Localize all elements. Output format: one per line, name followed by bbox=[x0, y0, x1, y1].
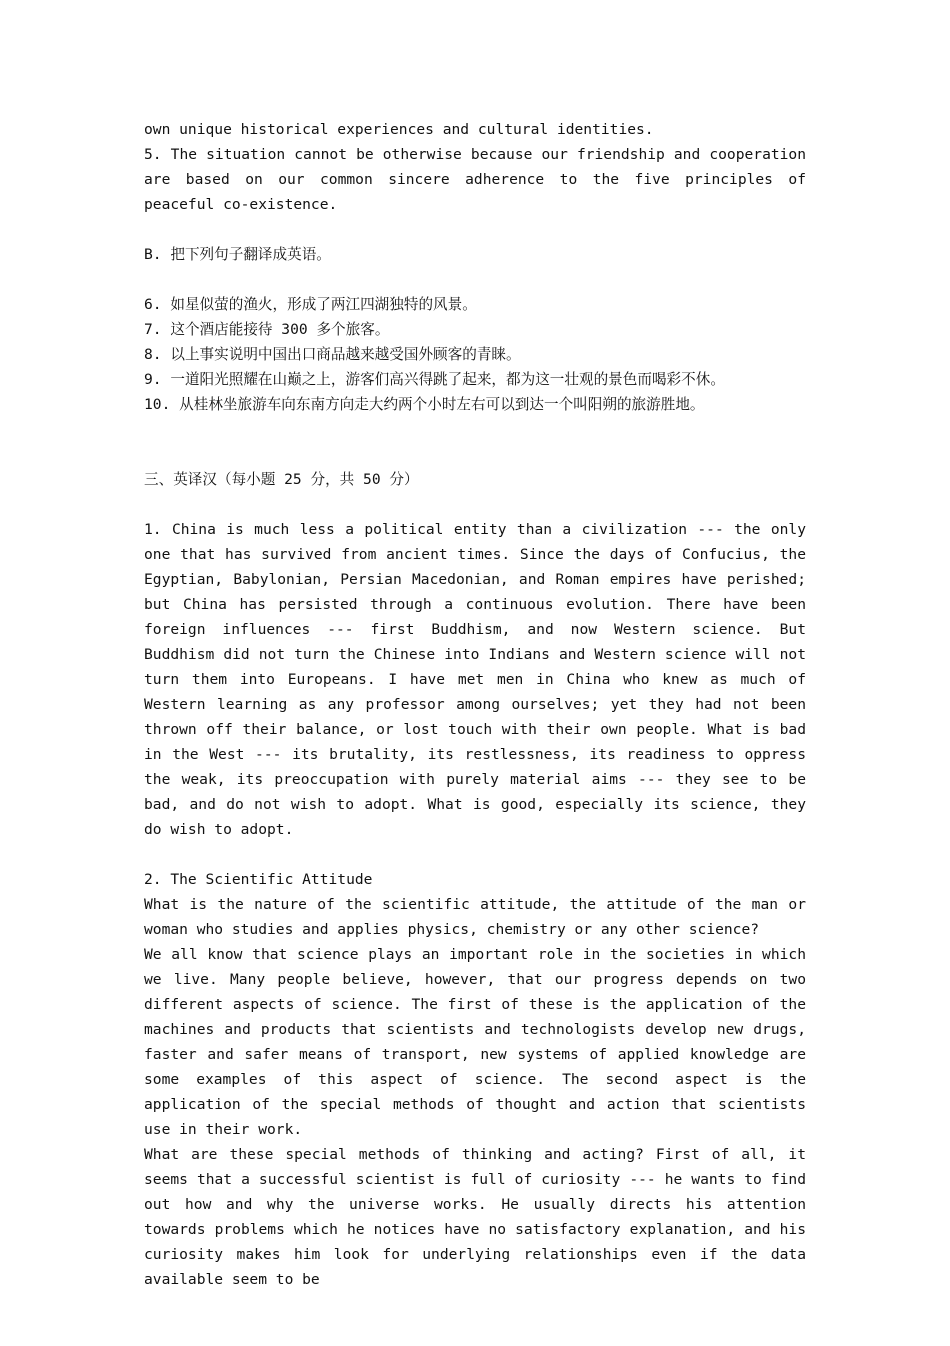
sentence-item-5: 5. The situation cannot be otherwise because our friendship and cooperation are based on our common sincere adherence to the five principles of peaceful co-existence. bbox=[144, 146, 806, 213]
passage-2-paragraph-2: We all know that science plays an important role in the societies in which we live. Many people believe, however, that our progress depends on two different aspects of science. The first of these is the application of the machines and products that scientists and technologists develop new drugs, faster and safer means of transport, new systems of applied knowledge are some examples of this aspect of science. The second aspect is the application of the special methods of thought and action that scientists use in their work. bbox=[144, 946, 806, 1138]
section-three-heading: 三、英译汉（每小题 25 分，共 50 分） bbox=[144, 471, 419, 488]
section-b-heading: B. 把下列句子翻译成英语。 bbox=[144, 246, 331, 263]
passage-2-title: 2. The Scientific Attitude bbox=[144, 871, 373, 888]
spacer bbox=[144, 492, 806, 517]
spacer bbox=[144, 267, 806, 292]
continued-line: own unique historical experiences and cultural identities. bbox=[144, 121, 654, 138]
spacer bbox=[144, 417, 806, 467]
sentence-item-6: 6. 如星似萤的渔火，形成了两江四湖独特的风景。 bbox=[144, 296, 477, 313]
document-page bbox=[144, 117, 806, 1292]
passage-1: 1. China is much less a political entity than a civilization --- the only one that has survived from ancient times. Since the days of Confucius, the Egyptian, Babylonian, Persian Macedonian, and Roman empires have perished; but China has persisted through a continuous evolution. There have been foreign influences --- first Buddhism, and now Western science. But Buddhism did not turn the Chinese into Indians and Western science will not turn them into Europeans. I have met men in China who knew as much of Western learning as any professor among ourselves; yet they had not been thrown off their balance, or lost touch with their own people. What is bad in the West --- its brutality, its restlessness, its readiness to oppress the weak, its preoccupation with purely material aims --- they see to be bad, and do not wish to adopt. What is good, especially its science, they do wish to adopt. bbox=[144, 521, 806, 838]
spacer bbox=[144, 842, 806, 867]
sentence-item-9: 9. 一道阳光照耀在山巅之上，游客们高兴得跳了起来，都为这一壮观的景色而喝彩不休。 bbox=[144, 371, 725, 388]
sentence-item-8: 8. 以上事实说明中国出口商品越来越受国外顾客的青睐。 bbox=[144, 346, 521, 363]
sentence-item-10: 10. 从桂林坐旅游车向东南方向走大约两个小时左右可以到达一个叫阳朔的旅游胜地。 bbox=[144, 396, 705, 413]
spacer bbox=[144, 217, 806, 242]
passage-2-paragraph-3: What are these special methods of thinking and acting? First of all, it seems that a successful scientist is full of curiosity --- he wants to find out how and why the universe works. He usually directs his attention towards problems which he notices have no satisfactory explanation, and his curiosity makes him look for underlying relationships even if the data available seem to be bbox=[144, 1146, 806, 1288]
passage-2-paragraph-1: What is the nature of the scientific attitude, the attitude of the man or woman who studies and applies physics, chemistry or any other science? bbox=[144, 896, 806, 938]
sentence-item-7: 7. 这个酒店能接待 300 多个旅客。 bbox=[144, 321, 390, 338]
